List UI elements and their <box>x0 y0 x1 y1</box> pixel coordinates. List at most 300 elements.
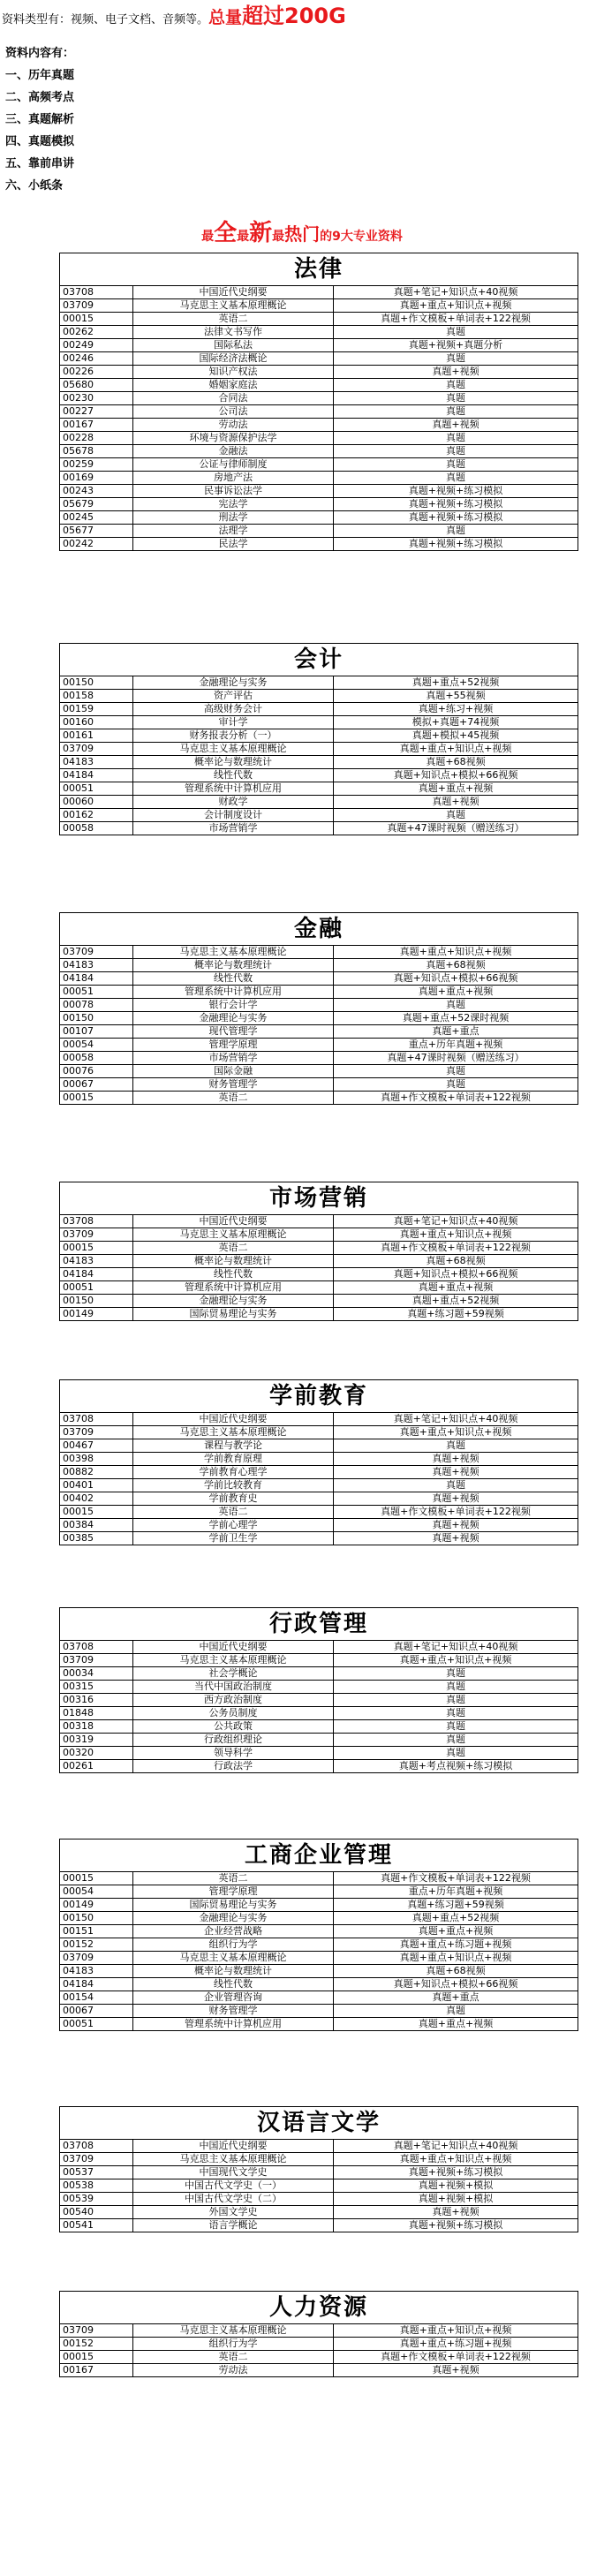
course-name: 公司法 <box>133 405 334 419</box>
course-code: 00242 <box>60 538 133 551</box>
course-resources: 重点+历年真题+视频 <box>334 1039 578 1052</box>
contents-title: 资料内容有： <box>5 47 75 60</box>
table-row <box>60 2018 578 2031</box>
course-resources: 真题 <box>334 1694 578 1707</box>
course-name: 英语二 <box>133 2351 334 2364</box>
course-resources: 真题+知识点+模拟+66视频 <box>334 1978 578 1991</box>
table-row <box>60 1899 578 1912</box>
course-code: 03709 <box>60 299 133 313</box>
course-resources: 真题+重点+视频 <box>334 986 578 999</box>
contents-list <box>2 42 602 197</box>
course-name: 马克思主义基本原理概论 <box>133 1654 334 1667</box>
course-resources: 真题+重点+知识点+视频 <box>334 1426 578 1439</box>
course-resources: 真题 <box>334 1439 578 1453</box>
table-row <box>60 716 578 729</box>
course-code: 00540 <box>60 2206 133 2219</box>
course-code: 00051 <box>60 2018 133 2031</box>
course-resources: 真题+重点+知识点+视频 <box>334 946 578 959</box>
course-code: 00882 <box>60 1466 133 1479</box>
course-resources: 真题+作文模板+单词表+122视频 <box>334 313 578 326</box>
course-resources: 真题+视频 <box>334 796 578 809</box>
table-row <box>60 822 578 835</box>
course-name: 学前教育原理 <box>133 1453 334 1466</box>
course-resources: 真题+重点 <box>334 1991 578 2005</box>
table-row <box>60 756 578 769</box>
course-code: 00034 <box>60 1667 133 1681</box>
course-code: 00107 <box>60 1025 133 1039</box>
course-name: 金融法 <box>133 445 334 458</box>
course-name: 企业管理咨询 <box>133 1991 334 2005</box>
course-name: 公共政策 <box>133 1720 334 1734</box>
course-code: 00078 <box>60 999 133 1012</box>
table-row <box>60 286 578 299</box>
course-resources: 真题+47课时视频（赠送练习） <box>334 1052 578 1065</box>
course-code: 00051 <box>60 986 133 999</box>
table-row <box>60 2219 578 2232</box>
section-law <box>59 253 578 551</box>
table-row <box>60 1694 578 1707</box>
course-name: 市场营销学 <box>133 1052 334 1065</box>
table-row <box>60 1641 578 1654</box>
course-resources: 真题+重点+52视频 <box>334 676 578 690</box>
total-size: 200G <box>284 4 346 28</box>
course-resources: 真题+重点+视频 <box>334 1925 578 1938</box>
course-name: 合同法 <box>133 392 334 405</box>
table-row <box>60 1413 578 1426</box>
course-code: 04184 <box>60 769 133 782</box>
course-code: 00152 <box>60 2338 133 2351</box>
section-finance <box>59 912 578 1105</box>
course-code: 00262 <box>60 326 133 339</box>
contents-item: 二、高频考点 <box>5 91 75 104</box>
course-resources: 真题+视频+练习模拟 <box>334 485 578 498</box>
table-row <box>60 729 578 743</box>
table-row <box>60 1506 578 1519</box>
course-name: 语言学概论 <box>133 2219 334 2232</box>
course-resources: 真题+47课时视频（赠送练习） <box>334 822 578 835</box>
table-row <box>60 299 578 313</box>
course-resources: 真题 <box>334 445 578 458</box>
course-name: 财务管理学 <box>133 1078 334 1092</box>
course-resources: 真题 <box>334 405 578 419</box>
course-name: 英语二 <box>133 1242 334 1255</box>
course-code: 00015 <box>60 2351 133 2364</box>
course-table <box>59 2139 578 2232</box>
course-name: 马克思主义基本原理概论 <box>133 743 334 756</box>
course-code: 00054 <box>60 1885 133 1899</box>
course-code: 01848 <box>60 1707 133 1720</box>
course-resources: 真题+模拟+45视频 <box>334 729 578 743</box>
course-name: 西方政治制度 <box>133 1694 334 1707</box>
table-row <box>60 458 578 472</box>
course-resources: 真题+视频+练习模拟 <box>334 538 578 551</box>
course-code: 03709 <box>60 1654 133 1667</box>
course-code: 00149 <box>60 1899 133 1912</box>
course-resources: 真题 <box>334 472 578 485</box>
course-name: 学前卫生学 <box>133 1532 334 1545</box>
table-row <box>60 1281 578 1295</box>
course-name: 国际贸易理论与实务 <box>133 1899 334 1912</box>
course-code: 00384 <box>60 1519 133 1532</box>
table-row <box>60 1938 578 1952</box>
course-code: 00249 <box>60 339 133 352</box>
banner-part: 热门 <box>284 223 321 245</box>
course-resources: 真题 <box>334 999 578 1012</box>
course-table <box>59 1412 578 1545</box>
course-name: 财务管理学 <box>133 2005 334 2018</box>
course-name: 银行会计学 <box>133 999 334 1012</box>
course-name: 管理系统中计算机应用 <box>133 1281 334 1295</box>
course-code: 00167 <box>60 2364 133 2377</box>
table-row <box>60 1242 578 1255</box>
course-resources: 真题+笔记+知识点+40视频 <box>334 2140 578 2153</box>
course-resources: 重点+历年真题+视频 <box>334 1885 578 1899</box>
course-name: 中国近代史纲要 <box>133 2140 334 2153</box>
course-code: 04183 <box>60 959 133 972</box>
course-code: 04183 <box>60 756 133 769</box>
course-resources: 真题+视频 <box>334 1466 578 1479</box>
course-name: 外国文学史 <box>133 2206 334 2219</box>
course-name: 财政学 <box>133 796 334 809</box>
course-resources: 真题+68视频 <box>334 1965 578 1978</box>
course-code: 00261 <box>60 1760 133 1773</box>
section-marketing <box>59 1182 578 1321</box>
table-row <box>60 703 578 716</box>
course-name: 管理系统中计算机应用 <box>133 782 334 796</box>
course-code: 00054 <box>60 1039 133 1052</box>
course-code: 00169 <box>60 472 133 485</box>
course-code: 00246 <box>60 352 133 366</box>
course-code: 05679 <box>60 498 133 511</box>
banner-part: 最 <box>272 230 285 244</box>
table-row <box>60 1255 578 1268</box>
table-row <box>60 1925 578 1938</box>
course-code: 04183 <box>60 1965 133 1978</box>
course-name: 金融理论与实务 <box>133 1912 334 1925</box>
course-code: 00243 <box>60 485 133 498</box>
course-resources: 真题+重点+52课时视频 <box>334 1012 578 1025</box>
table-row <box>60 1078 578 1092</box>
course-resources: 真题 <box>334 2005 578 2018</box>
course-code: 00015 <box>60 1092 133 1105</box>
table-row <box>60 1268 578 1281</box>
course-name: 法律文书写作 <box>133 326 334 339</box>
banner-part: 新 <box>249 220 273 246</box>
course-resources: 真题+作文模板+单词表+122视频 <box>334 1242 578 1255</box>
course-name: 公证与律师制度 <box>133 458 334 472</box>
course-resources: 真题+练习题+59视频 <box>334 1899 578 1912</box>
course-resources: 真题+视频 <box>334 2206 578 2219</box>
course-code: 03708 <box>60 286 133 299</box>
course-code: 00160 <box>60 716 133 729</box>
course-code: 03708 <box>60 1641 133 1654</box>
course-resources: 真题+视频+练习模拟 <box>334 2166 578 2179</box>
table-row <box>60 1885 578 1899</box>
course-resources: 真题+视频+真题分析 <box>334 339 578 352</box>
course-name: 马克思主义基本原理概论 <box>133 946 334 959</box>
table-row <box>60 498 578 511</box>
table-row <box>60 1012 578 1025</box>
course-code: 00067 <box>60 1078 133 1092</box>
banner-heading <box>0 217 604 249</box>
table-row <box>60 2206 578 2219</box>
resource-types-text: 资料类型有：视频、电子文档、音频等。 <box>2 13 209 26</box>
course-name: 中国古代文学史（一） <box>133 2179 334 2193</box>
course-resources: 真题+重点+知识点+视频 <box>334 1654 578 1667</box>
banner-part: 全 <box>214 220 238 246</box>
course-resources: 真题+重点+知识点+视频 <box>334 2153 578 2166</box>
course-code: 03708 <box>60 2140 133 2153</box>
table-row <box>60 1532 578 1545</box>
course-code: 04183 <box>60 1255 133 1268</box>
course-resources: 真题 <box>334 352 578 366</box>
course-code: 00060 <box>60 796 133 809</box>
course-resources: 真题 <box>334 1479 578 1492</box>
course-name: 金融理论与实务 <box>133 1295 334 1308</box>
table-row <box>60 1872 578 1885</box>
course-resources: 真题+视频 <box>334 366 578 379</box>
table-row <box>60 2351 578 2364</box>
course-name: 劳动法 <box>133 2364 334 2377</box>
course-code: 00398 <box>60 1453 133 1466</box>
course-resources: 真题 <box>334 1747 578 1760</box>
table-row <box>60 946 578 959</box>
course-name: 课程与教学论 <box>133 1439 334 1453</box>
course-table <box>59 1871 578 2031</box>
course-resources: 真题+重点+知识点+视频 <box>334 1228 578 1242</box>
course-resources: 真题 <box>334 379 578 392</box>
course-code: 00227 <box>60 405 133 419</box>
section-business-management <box>59 1839 578 2031</box>
course-resources: 真题 <box>334 1078 578 1092</box>
course-code: 00152 <box>60 1938 133 1952</box>
table-row <box>60 1466 578 1479</box>
table-row <box>60 472 578 485</box>
table-row <box>60 538 578 551</box>
course-code: 00315 <box>60 1681 133 1694</box>
table-row <box>60 511 578 525</box>
course-name: 管理系统中计算机应用 <box>133 986 334 999</box>
table-row <box>60 445 578 458</box>
course-code: 00402 <box>60 1492 133 1506</box>
table-row <box>60 1308 578 1321</box>
course-resources: 真题+作文模板+单词表+122视频 <box>334 2351 578 2364</box>
table-row <box>60 339 578 352</box>
table-row <box>60 326 578 339</box>
section-accounting <box>59 643 578 835</box>
table-row <box>60 2166 578 2179</box>
table-row <box>60 1426 578 1439</box>
course-name: 管理学原理 <box>133 1039 334 1052</box>
table-row <box>60 2338 578 2351</box>
course-resources: 真题+68视频 <box>334 1255 578 1268</box>
course-resources: 真题+重点+52视频 <box>334 1295 578 1308</box>
table-row <box>60 2324 578 2338</box>
course-code: 00467 <box>60 1439 133 1453</box>
table-row <box>60 313 578 326</box>
course-code: 00150 <box>60 1295 133 1308</box>
course-code: 00015 <box>60 313 133 326</box>
course-name: 线性代数 <box>133 769 334 782</box>
course-resources: 真题+68视频 <box>334 756 578 769</box>
table-row <box>60 392 578 405</box>
table-row <box>60 1519 578 1532</box>
course-resources: 真题+重点+知识点+视频 <box>334 299 578 313</box>
table-row <box>60 1295 578 1308</box>
course-resources: 真题+视频+模拟 <box>334 2179 578 2193</box>
course-name: 领导科学 <box>133 1747 334 1760</box>
table-row <box>60 782 578 796</box>
course-name: 概率论与数理统计 <box>133 1965 334 1978</box>
course-name: 学前比较教育 <box>133 1479 334 1492</box>
course-name: 学前教育心理学 <box>133 1466 334 1479</box>
course-resources: 真题 <box>334 1720 578 1734</box>
course-resources: 真题 <box>334 525 578 538</box>
course-name: 中国近代史纲要 <box>133 1641 334 1654</box>
course-code: 04184 <box>60 1978 133 1991</box>
course-resources: 真题+视频 <box>334 419 578 432</box>
intro-block <box>2 4 602 197</box>
course-name: 市场营销学 <box>133 822 334 835</box>
table-row <box>60 959 578 972</box>
course-name: 财务报表分析（一） <box>133 729 334 743</box>
course-name: 行政法学 <box>133 1760 334 1773</box>
course-code: 05678 <box>60 445 133 458</box>
course-code: 00316 <box>60 1694 133 1707</box>
table-row <box>60 1052 578 1065</box>
course-resources: 真题 <box>334 1707 578 1720</box>
table-row <box>60 432 578 445</box>
course-resources: 真题 <box>334 326 578 339</box>
table-row <box>60 352 578 366</box>
course-resources: 真题+重点+知识点+视频 <box>334 2324 578 2338</box>
course-table <box>59 285 578 551</box>
course-code: 00051 <box>60 1281 133 1295</box>
course-table <box>59 676 578 835</box>
table-row <box>60 1439 578 1453</box>
course-name: 学前教育史 <box>133 1492 334 1506</box>
course-code: 00318 <box>60 1720 133 1734</box>
table-row <box>60 986 578 999</box>
course-name: 知识产权法 <box>133 366 334 379</box>
course-table <box>59 1214 578 1321</box>
course-resources: 真题+笔记+知识点+40视频 <box>334 1215 578 1228</box>
course-name: 高级财务会计 <box>133 703 334 716</box>
contents-item: 六、小纸条 <box>5 179 64 193</box>
banner-part: 最 <box>237 230 250 244</box>
table-row <box>60 972 578 986</box>
course-code: 00067 <box>60 2005 133 2018</box>
table-row <box>60 769 578 782</box>
table-row <box>60 1991 578 2005</box>
course-resources: 真题+知识点+模拟+66视频 <box>334 972 578 986</box>
course-name: 学前心理学 <box>133 1519 334 1532</box>
course-resources: 真题+68视频 <box>334 959 578 972</box>
course-name: 组织行为学 <box>133 2338 334 2351</box>
course-resources: 真题+重点+知识点+视频 <box>334 1952 578 1965</box>
course-resources: 真题+笔记+知识点+40视频 <box>334 1413 578 1426</box>
course-resources: 真题+练习题+59视频 <box>334 1308 578 1321</box>
contents-item: 一、历年真题 <box>5 69 75 82</box>
course-name: 资产评估 <box>133 690 334 703</box>
table-row <box>60 1747 578 1760</box>
course-code: 00015 <box>60 1872 133 1885</box>
course-resources: 真题 <box>334 1065 578 1078</box>
contents-item: 五、靠前串讲 <box>5 157 75 170</box>
course-name: 马克思主义基本原理概论 <box>133 1426 334 1439</box>
section-preschool-education <box>59 1379 578 1545</box>
course-resources: 真题 <box>334 458 578 472</box>
section-title: 行政管理 <box>59 1607 578 1640</box>
section-title: 会计 <box>59 643 578 676</box>
table-row <box>60 2179 578 2193</box>
course-name: 金融理论与实务 <box>133 1012 334 1025</box>
table-row <box>60 1760 578 1773</box>
table-row <box>60 1952 578 1965</box>
course-code: 03709 <box>60 1228 133 1242</box>
resource-types-line <box>2 4 602 28</box>
course-code: 00150 <box>60 1012 133 1025</box>
table-row <box>60 1965 578 1978</box>
table-row <box>60 999 578 1012</box>
table-row <box>60 405 578 419</box>
course-name: 国际贸易理论与实务 <box>133 1308 334 1321</box>
course-name: 管理学原理 <box>133 1885 334 1899</box>
course-name: 公务员制度 <box>133 1707 334 1720</box>
contents-item: 四、真题模拟 <box>5 135 75 148</box>
course-code: 00320 <box>60 1747 133 1760</box>
course-code: 04184 <box>60 972 133 986</box>
course-code: 00541 <box>60 2219 133 2232</box>
course-code: 00537 <box>60 2166 133 2179</box>
course-code: 00150 <box>60 1912 133 1925</box>
over-label: 超过 <box>242 4 285 28</box>
course-code: 00226 <box>60 366 133 379</box>
course-code: 00151 <box>60 1925 133 1938</box>
course-code: 00319 <box>60 1734 133 1747</box>
course-code: 00149 <box>60 1308 133 1321</box>
course-resources: 真题+笔记+知识点+40视频 <box>334 1641 578 1654</box>
course-code: 00539 <box>60 2193 133 2206</box>
course-code: 00259 <box>60 458 133 472</box>
course-resources: 真题+作文模板+单词表+122视频 <box>334 1506 578 1519</box>
course-name: 国际经济法概论 <box>133 352 334 366</box>
course-resources: 真题+视频+练习模拟 <box>334 511 578 525</box>
course-code: 05677 <box>60 525 133 538</box>
course-name: 国际私法 <box>133 339 334 352</box>
course-resources: 真题 <box>334 1734 578 1747</box>
course-name: 线性代数 <box>133 972 334 986</box>
section-title: 金融 <box>59 912 578 945</box>
table-row <box>60 1215 578 1228</box>
course-resources: 真题+重点+视频 <box>334 2018 578 2031</box>
course-name: 环境与资源保护法学 <box>133 432 334 445</box>
course-name: 刑法学 <box>133 511 334 525</box>
course-name: 审计学 <box>133 716 334 729</box>
table-row <box>60 2140 578 2153</box>
course-code: 03708 <box>60 1413 133 1426</box>
course-resources: 真题+知识点+模拟+66视频 <box>334 769 578 782</box>
course-code: 03709 <box>60 1426 133 1439</box>
course-name: 社会学概论 <box>133 1667 334 1681</box>
table-row <box>60 2153 578 2166</box>
course-resources: 真题 <box>334 809 578 822</box>
section-administration <box>59 1607 578 1773</box>
course-table <box>59 2323 578 2377</box>
table-row <box>60 1734 578 1747</box>
course-name: 中国古代文学史（二） <box>133 2193 334 2206</box>
course-resources: 真题+55视频 <box>334 690 578 703</box>
